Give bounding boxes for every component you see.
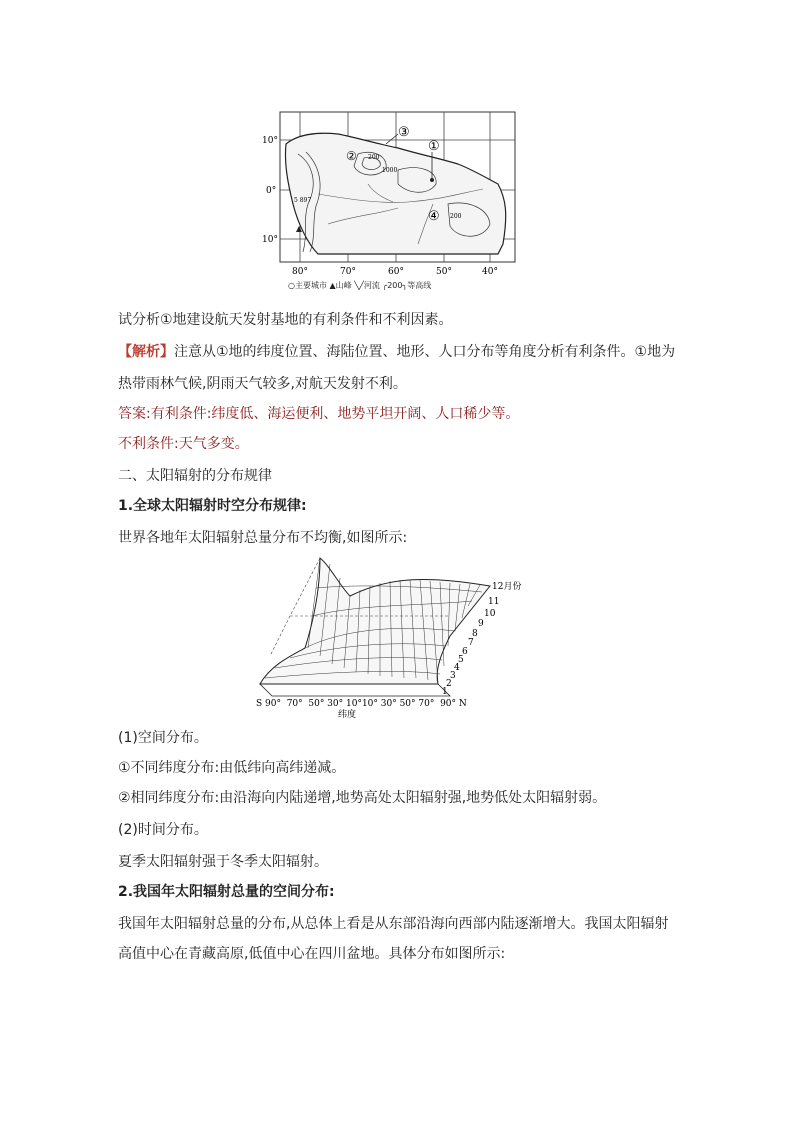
list-line-5: 夏季太阳辐射强于冬季太阳辐射。 [118, 854, 328, 870]
contour-label: 1000 [382, 167, 398, 174]
month-label: 2 [446, 679, 452, 689]
month-label: 5 [458, 655, 464, 665]
point-label-1: ① [428, 139, 440, 154]
point-label-4: ④ [428, 209, 440, 224]
surface-svg [250, 556, 540, 718]
analysis-line-2: 热带雨林气候,阴雨天气较多,对航天发射不利。 [118, 376, 407, 392]
lon-label: 60° [388, 267, 404, 277]
contour-label: 200 [368, 154, 380, 161]
south-america-map-figure [258, 104, 528, 294]
list-line-3: ②相同纬度分布:由沿海向内陆递增,地势高处太阳辐射强,地势低处太阳辐射弱。 [118, 790, 607, 806]
lat-label: 10° [262, 136, 278, 146]
map-legend: ○主要城市 ▲山峰 ╲╱河流 ╭200╮等高线 [288, 281, 432, 290]
lon-label: 80° [292, 267, 308, 277]
list-line-2: ①不同纬度分布:由低纬向高纬递减。 [118, 760, 346, 776]
analysis-tag: 【解析】 [118, 344, 174, 360]
analysis-line-1 [118, 342, 675, 362]
month-label: 3 [450, 671, 456, 681]
map-svg [258, 104, 528, 294]
question-text: 试分析①地建设航天发射基地的有利条件和不利因素。 [118, 312, 453, 328]
paragraph-2b: 高值中心在青藏高原,低值中心在四川盆地。具体分布如图所示: [118, 946, 506, 962]
paragraph-1: 世界各地年太阳辐射总量分布不均衡,如图所示: [118, 530, 408, 546]
peak-label: 5 897 [294, 197, 312, 204]
contour-label: 200 [450, 213, 462, 220]
month-label: 9 [478, 619, 484, 629]
answer-line-1: 答案:有利条件:纬度低、海运便利、地势平坦开阔、人口稀少等。 [118, 406, 520, 422]
month-label: 11 [488, 597, 500, 607]
x-tick-labels: S 90° 70° 50° 30° 10°10° 30° 50° 70° 90° N [256, 699, 467, 709]
section-title: 二、太阳辐射的分布规律 [118, 468, 272, 484]
list-line-4: (2)时间分布。 [118, 822, 208, 838]
lat-label: 10° [262, 235, 278, 245]
list-line-1: (1)空间分布。 [118, 730, 208, 746]
heading-1: 1.全球太阳辐射时空分布规律: [118, 498, 307, 514]
x-axis-label: 纬度 [338, 710, 357, 718]
paragraph-2a: 我国年太阳辐射总量的分布,从总体上看是从东部沿海向西部内陆逐渐增大。我国太阳辐射 [118, 916, 669, 932]
solar-radiation-surface-figure [250, 556, 540, 718]
lon-label: 40° [482, 267, 498, 277]
point-label-2: ② [346, 149, 357, 163]
month-label: 10 [484, 609, 496, 619]
lon-label: 70° [340, 267, 356, 277]
point-label-3: ③ [398, 125, 410, 140]
heading-2: 2.我国年太阳辐射总量的空间分布: [118, 884, 335, 900]
lat-label: 0° [266, 186, 277, 196]
month-label: 6 [462, 647, 468, 657]
month-label: 7 [468, 638, 474, 648]
month-label: 4 [454, 663, 460, 673]
analysis-text-1: 注意从①地的纬度位置、海陆位置、地形、人口分布等角度分析有利条件。①地为 [174, 344, 676, 360]
month-label: 12月份 [492, 582, 522, 592]
answer-line-2: 不利条件:天气多变。 [118, 436, 249, 452]
month-label: 8 [472, 629, 478, 639]
month-label: 1 [442, 687, 448, 697]
lon-label: 50° [436, 267, 452, 277]
